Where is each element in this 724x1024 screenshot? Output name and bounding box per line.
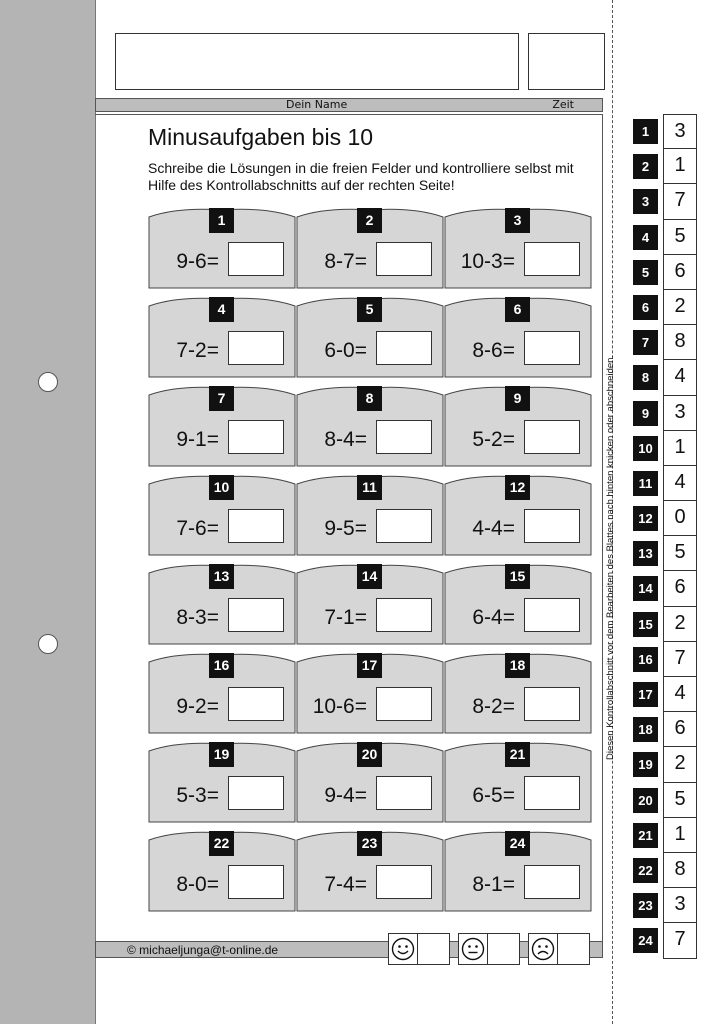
- equation: 9-6=: [176, 250, 219, 273]
- task-number: 13: [209, 564, 234, 589]
- equation: 4-4=: [472, 517, 515, 540]
- key-number: 13: [633, 541, 658, 566]
- task-card: [296, 740, 444, 829]
- smiley-neutral-icon: [458, 933, 488, 965]
- answer-key-row: [633, 712, 698, 747]
- task-number: 8: [357, 386, 382, 411]
- key-answer: 7: [663, 642, 697, 677]
- task-card: [296, 829, 444, 918]
- name-label: Dein Name: [286, 98, 348, 111]
- instructions-text: Schreibe die Lösungen in die freien Felder und kontrolliere selbst mit Hilfe des Kontrollabschnitts auf der rechten Seite!: [148, 160, 574, 193]
- key-answer: 2: [663, 290, 697, 325]
- task-card: [296, 562, 444, 651]
- equation: 8-4=: [324, 428, 367, 451]
- answer-input[interactable]: [524, 331, 580, 365]
- task-number: 7: [209, 386, 234, 411]
- answer-key-row: [633, 571, 698, 606]
- key-answer: 0: [663, 501, 697, 536]
- equation: 8-3=: [176, 606, 219, 629]
- time-field[interactable]: [528, 33, 605, 90]
- key-answer: 7: [663, 923, 697, 958]
- answer-input[interactable]: [524, 776, 580, 810]
- task-number: 22: [209, 831, 234, 856]
- task-card: [444, 384, 592, 473]
- answer-key-row: [633, 923, 698, 958]
- copyright-text: © michaeljunga@t-online.de: [127, 943, 279, 957]
- task-number: 4: [209, 297, 234, 322]
- equation: 10-3=: [460, 250, 515, 273]
- answer-key-row: [633, 888, 698, 923]
- task-number: 16: [209, 653, 234, 678]
- key-number: 9: [633, 401, 658, 426]
- task-card: [444, 295, 592, 384]
- answer-input[interactable]: [524, 687, 580, 721]
- rating-neutral: [458, 933, 520, 965]
- task-card: [444, 562, 592, 651]
- equation: 7-4=: [324, 873, 367, 896]
- task-card: [444, 473, 592, 562]
- key-number: 23: [633, 893, 658, 918]
- key-number: 20: [633, 788, 658, 813]
- answer-key-row: [633, 149, 698, 184]
- key-answer: 4: [663, 466, 697, 501]
- binder-strip: [0, 0, 96, 1024]
- answer-input[interactable]: [524, 598, 580, 632]
- task-card: [296, 384, 444, 473]
- answer-input[interactable]: [228, 865, 284, 899]
- answer-key-row: [633, 431, 698, 466]
- time-label: Zeit: [552, 98, 574, 111]
- key-number: 11: [633, 471, 658, 496]
- key-answer: 3: [663, 888, 697, 923]
- rating-happy: [388, 933, 450, 965]
- key-answer: 5: [663, 220, 697, 255]
- task-card: [148, 206, 296, 295]
- task-number: 1: [209, 208, 234, 233]
- task-number: 3: [505, 208, 530, 233]
- equation: 7-6=: [176, 517, 219, 540]
- answer-input[interactable]: [228, 687, 284, 721]
- answer-key-row: [633, 396, 698, 431]
- task-number: 19: [209, 742, 234, 767]
- task-card: [444, 651, 592, 740]
- equation: 8-2=: [472, 695, 515, 718]
- answer-key-row: [633, 853, 698, 888]
- answer-input[interactable]: [524, 242, 580, 276]
- answer-key-row: [633, 360, 698, 395]
- answer-key-row: [633, 184, 698, 219]
- answer-key-row: [633, 607, 698, 642]
- key-number: 10: [633, 436, 658, 461]
- key-answer: 1: [663, 149, 697, 184]
- answer-input[interactable]: [228, 509, 284, 543]
- key-number: 7: [633, 330, 658, 355]
- answer-input[interactable]: [524, 420, 580, 454]
- rating-sad: [528, 933, 590, 965]
- key-number: 15: [633, 612, 658, 637]
- answer-key-row: [633, 501, 698, 536]
- answer-input[interactable]: [376, 776, 432, 810]
- equation: 8-1=: [472, 873, 515, 896]
- equation: 8-7=: [324, 250, 367, 273]
- key-number: 6: [633, 295, 658, 320]
- key-answer: 6: [663, 255, 697, 290]
- equation: 7-1=: [324, 606, 367, 629]
- key-answer: 5: [663, 536, 697, 571]
- key-number: 14: [633, 576, 658, 601]
- task-number: 20: [357, 742, 382, 767]
- task-number: 23: [357, 831, 382, 856]
- answer-key-row: [633, 536, 698, 571]
- task-number: 5: [357, 297, 382, 322]
- task-card: [148, 384, 296, 473]
- answer-key: [633, 114, 698, 959]
- name-bar: [95, 98, 603, 112]
- key-number: 4: [633, 225, 658, 250]
- equation: 10-6=: [312, 695, 367, 718]
- answer-key-row: [633, 325, 698, 360]
- key-answer: 5: [663, 783, 697, 818]
- answer-key-row: [633, 466, 698, 501]
- task-card: [444, 829, 592, 918]
- rating-happy-field[interactable]: [418, 933, 450, 965]
- answer-input[interactable]: [376, 865, 432, 899]
- smiley-sad-icon: [528, 933, 558, 965]
- key-answer: 4: [663, 360, 697, 395]
- equation: 5-2=: [472, 428, 515, 451]
- equation: 7-2=: [176, 339, 219, 362]
- task-number: 18: [505, 653, 530, 678]
- rating-sad-field[interactable]: [558, 933, 590, 965]
- equation: 9-2=: [176, 695, 219, 718]
- answer-key-row: [633, 290, 698, 325]
- answer-input[interactable]: [228, 598, 284, 632]
- rating-neutral-field[interactable]: [488, 933, 520, 965]
- key-answer: 6: [663, 571, 697, 606]
- task-number: 10: [209, 475, 234, 500]
- key-answer: 8: [663, 853, 697, 888]
- answer-key-row: [633, 642, 698, 677]
- answer-input[interactable]: [524, 865, 580, 899]
- answer-input[interactable]: [376, 420, 432, 454]
- punch-hole: [38, 372, 58, 392]
- equation: 8-0=: [176, 873, 219, 896]
- answer-input[interactable]: [376, 242, 432, 276]
- answer-key-row: [633, 255, 698, 290]
- task-number: 11: [357, 475, 382, 500]
- key-number: 12: [633, 506, 658, 531]
- answer-key-row: [633, 783, 698, 818]
- name-field[interactable]: [115, 33, 519, 90]
- answer-input[interactable]: [228, 776, 284, 810]
- equation: 6-0=: [324, 339, 367, 362]
- key-number: 22: [633, 858, 658, 883]
- task-card: [148, 651, 296, 740]
- answer-input[interactable]: [228, 242, 284, 276]
- task-number: 21: [505, 742, 530, 767]
- key-answer: 8: [663, 325, 697, 360]
- answer-key-row: [633, 220, 698, 255]
- answer-key-row: [633, 677, 698, 712]
- answer-input[interactable]: [228, 331, 284, 365]
- task-card: [444, 740, 592, 829]
- task-card: [148, 473, 296, 562]
- key-answer: 6: [663, 712, 697, 747]
- task-number: 24: [505, 831, 530, 856]
- equation: 9-1=: [176, 428, 219, 451]
- task-number: 9: [505, 386, 530, 411]
- task-card: [296, 295, 444, 384]
- task-card: [148, 740, 296, 829]
- task-number: 6: [505, 297, 530, 322]
- smiley-happy-icon: [388, 933, 418, 965]
- key-number: 18: [633, 717, 658, 742]
- task-number: 17: [357, 653, 382, 678]
- task-number: 15: [505, 564, 530, 589]
- answer-input[interactable]: [376, 687, 432, 721]
- task-card: [296, 651, 444, 740]
- key-number: 16: [633, 647, 658, 672]
- key-number: 17: [633, 682, 658, 707]
- key-number: 5: [633, 260, 658, 285]
- answer-key-row: [633, 747, 698, 782]
- task-number: 2: [357, 208, 382, 233]
- answer-key-row: [633, 114, 698, 149]
- key-answer: 1: [663, 431, 697, 466]
- task-number: 14: [357, 564, 382, 589]
- equation: 8-6=: [472, 339, 515, 362]
- answer-key-row: [633, 818, 698, 853]
- key-answer: 7: [663, 184, 697, 219]
- key-number: 21: [633, 823, 658, 848]
- key-number: 3: [633, 189, 658, 214]
- equation: 6-4=: [472, 606, 515, 629]
- key-number: 1: [633, 119, 658, 144]
- equation: 5-3=: [176, 784, 219, 807]
- equation: 9-4=: [324, 784, 367, 807]
- key-answer: 3: [663, 396, 697, 431]
- answer-input[interactable]: [376, 509, 432, 543]
- task-card: [148, 829, 296, 918]
- page-title: Minusaufgaben bis 10: [148, 124, 374, 150]
- task-card: [296, 473, 444, 562]
- task-card: [444, 206, 592, 295]
- key-answer: 1: [663, 818, 697, 853]
- key-number: 19: [633, 752, 658, 777]
- key-answer: 2: [663, 747, 697, 782]
- equation: 6-5=: [472, 784, 515, 807]
- answer-input[interactable]: [376, 598, 432, 632]
- punch-hole: [38, 634, 58, 654]
- equation: 9-5=: [324, 517, 367, 540]
- answer-input[interactable]: [376, 331, 432, 365]
- key-answer: 3: [663, 114, 697, 149]
- fold-note-text: Diesen Kontrollabschnitt vor dem Bearbeiten des Blattes nach hinten knicken oder abschneiden.: [605, 354, 616, 760]
- answer-input[interactable]: [524, 509, 580, 543]
- key-answer: 4: [663, 677, 697, 712]
- key-answer: 2: [663, 607, 697, 642]
- task-card: [148, 562, 296, 651]
- task-number: 12: [505, 475, 530, 500]
- task-grid: [148, 206, 592, 918]
- task-card: [296, 206, 444, 295]
- answer-input[interactable]: [228, 420, 284, 454]
- task-card: [148, 295, 296, 384]
- key-number: 24: [633, 928, 658, 953]
- key-number: 8: [633, 365, 658, 390]
- key-number: 2: [633, 154, 658, 179]
